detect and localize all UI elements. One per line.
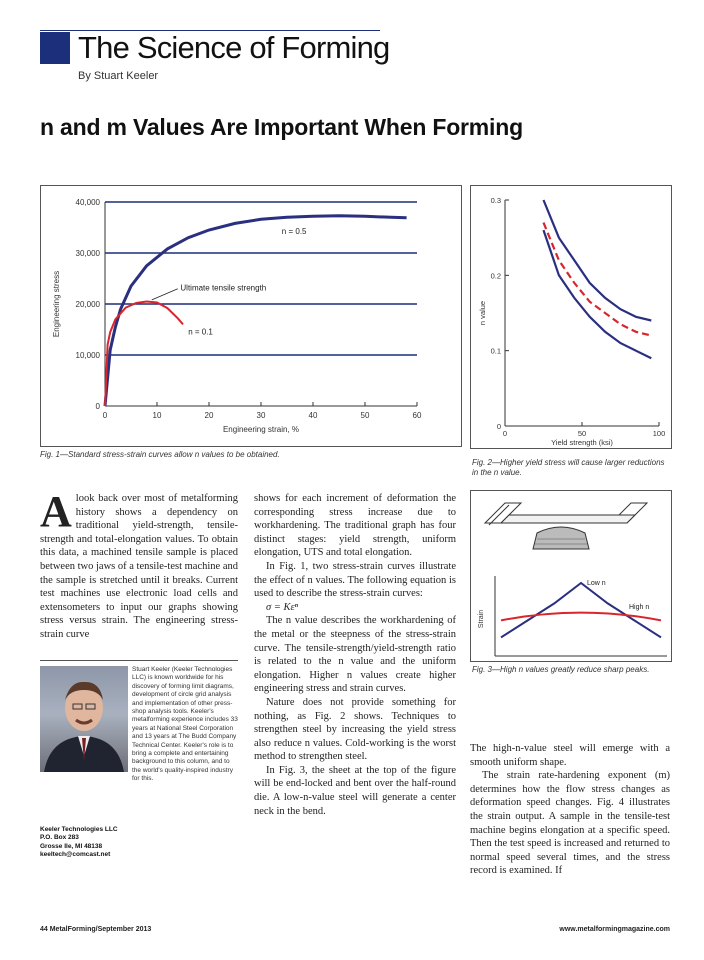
bio-company: Keeler Technologies LLC	[40, 826, 118, 833]
fig3-annotation: Low n	[587, 580, 606, 587]
fig2-series-line	[544, 230, 652, 358]
body-column-1	[40, 487, 238, 642]
byline: By Stuart Keeler	[78, 70, 159, 82]
die-illustration	[485, 503, 647, 549]
fig2-y-label: n value	[478, 300, 487, 326]
fig1-series-line	[105, 216, 407, 406]
author-bio-rule	[40, 660, 238, 661]
fig2-y-tick-label: 0	[496, 422, 501, 431]
fig1-y-tick-label: 10,000	[75, 351, 100, 360]
footer-page-info: 44 MetalForming/September 2013	[40, 926, 152, 933]
fig1-x-tick-label: 60	[412, 411, 422, 420]
fig1-x-tick-label: 20	[204, 411, 214, 420]
paragraph: The strain rate-hardening exponent (m) determines how the flow stress changes as deformation speed changes. Fig. 4 illustrates the strain output. A sample in the tensile-test machine begins elongation at a specific speed. Then the test speed is increased and returned to normal speed several times, and the stress record is examined. If	[470, 770, 670, 877]
bio-address-1: P.O. Box 283	[40, 834, 79, 842]
fig1-x-tick-label: 50	[360, 411, 370, 420]
fig1-chart	[41, 186, 461, 446]
fig1-y-tick-label: 40,000	[75, 198, 100, 207]
fig2-box	[470, 185, 672, 449]
paragraph: The n value describes the workhardening of the metal or the steepness of the stress-strain curve. The tensile-strength/yield-strength ratio is related to the n value and the uniform elongation. Higher n values create higher engineering stress and strain curves.	[254, 615, 456, 695]
fig1-annotation: Ultimate tensile strength	[180, 283, 267, 293]
fig3-annotation: High n	[629, 603, 650, 611]
paragraph: Nature does not provide something for nothing, as Fig. 2 shows. Techniques to strengthen steel by increasing the yield stress also reduce n values. Cold-working is the worst method to strengthen steel.	[254, 696, 456, 763]
fig2-chart	[471, 186, 671, 448]
author-bio	[40, 666, 238, 784]
fig2-series-line	[544, 200, 652, 321]
fig1-x-tick-label: 30	[256, 411, 266, 420]
fig2-y-tick-label: 0.2	[490, 271, 501, 281]
fig2-x-tick-label: 100	[652, 429, 666, 438]
fig1-annotation-leader	[152, 289, 178, 300]
bio-text: Stuart Keeler (Keeler Technologies LLC) is known worldwide for his discovery of forming limit diagrams, development of circle grid analysis and implementation of other press-shop analysis tools. Keeler's metalforming experience includes 33 years at National Steel Corporation and 13 years at The Budd Company Technical Center. Keeler's role is to bring a complete and entertaining background to this column, and to the world's quality-inspired industry for this.	[132, 666, 238, 783]
body-column-3	[470, 742, 670, 878]
bio-address-2: Grosse Ile, MI 48138	[40, 842, 103, 850]
fig2-y-tick-label: 0.3	[490, 196, 501, 205]
fig1-y-tick-label: 30,000	[75, 249, 100, 258]
fig1-box	[40, 185, 462, 447]
section-color-block	[40, 32, 70, 64]
fig2-y-tick-label: 0.1	[490, 346, 501, 356]
fig3-chart	[471, 491, 671, 661]
paragraph: look back over most of metalforming history shows a dependency on traditional yield-strength, tensile-strength and total-elongation values. To obtain this data, a machined tensile sample is placed between two jaws of a tensile-test machine and the sample is stretched until it breaks. Current test machines use electronic load cells and extensometers to input our graphs showing stress versus strain. The engineering stress-strain curve	[40, 493, 238, 640]
fig1-y-tick-label: 0	[95, 402, 100, 411]
fig1-x-label: Engineering strain, %	[222, 425, 300, 434]
footer-url[interactable]: www.metalformingmagazine.com	[559, 926, 670, 933]
bio-email[interactable]: keeltech@comcast.net	[40, 851, 111, 859]
fig3-box	[470, 490, 672, 662]
paragraph: shows for each increment of deformation the corresponding stress increase due to workhardening. The traditional graph has four distinct stages: yield strength, uniform elongation, UTS and total elongation.	[254, 493, 456, 559]
fig1-annotation: n = 0.1	[188, 327, 213, 337]
paragraph: In Fig. 3, the sheet at the top of the figure will be end-locked and bent over the half-round die. A low-n-value steel will generate a center neck in the bend.	[254, 764, 456, 817]
paragraph: In Fig. 1, two stress-strain curves illustrate the effect of n values. The following equation is used to describe the stress-strain curves:	[254, 560, 456, 600]
fig1-x-tick-label: 40	[308, 411, 318, 420]
author-contact	[40, 826, 238, 860]
fig1-x-tick-label: 0	[102, 411, 108, 420]
fig3-y-label: Strain	[478, 609, 485, 629]
equation: σ = Kεⁿ	[266, 601, 298, 613]
fig2-x-tick-label: 0	[502, 429, 508, 438]
fig2-caption: Fig. 2—Higher yield stress will cause larger reductions in the n value.	[472, 458, 665, 477]
fig1-y-label: Engineering stress	[52, 270, 61, 338]
fig1-annotation: n = 0.5	[281, 227, 307, 237]
fig3-caption: Fig. 3—High n values greatly reduce sharp peaks.	[472, 665, 650, 674]
drop-cap: A	[40, 487, 72, 536]
fig2-x-tick-label: 50	[577, 429, 587, 438]
paragraph: The high-n-value steel will emerge with a smooth uniform shape.	[470, 743, 670, 768]
article-headline: n and m Values Are Important When Forming	[40, 114, 523, 140]
fig1-x-tick-label: 10	[152, 411, 162, 420]
section-title: The Science of Forming	[78, 30, 390, 65]
fig1-caption: Fig. 1—Standard stress-strain curves allow n values to be obtained.	[40, 450, 280, 459]
fig1-series-line	[105, 302, 183, 407]
body-column-2	[254, 492, 456, 818]
fig1-y-tick-label: 20,000	[75, 300, 100, 309]
fig3-series-line	[501, 613, 661, 621]
fig2-x-label: Yield strength (ksi)	[551, 438, 613, 447]
